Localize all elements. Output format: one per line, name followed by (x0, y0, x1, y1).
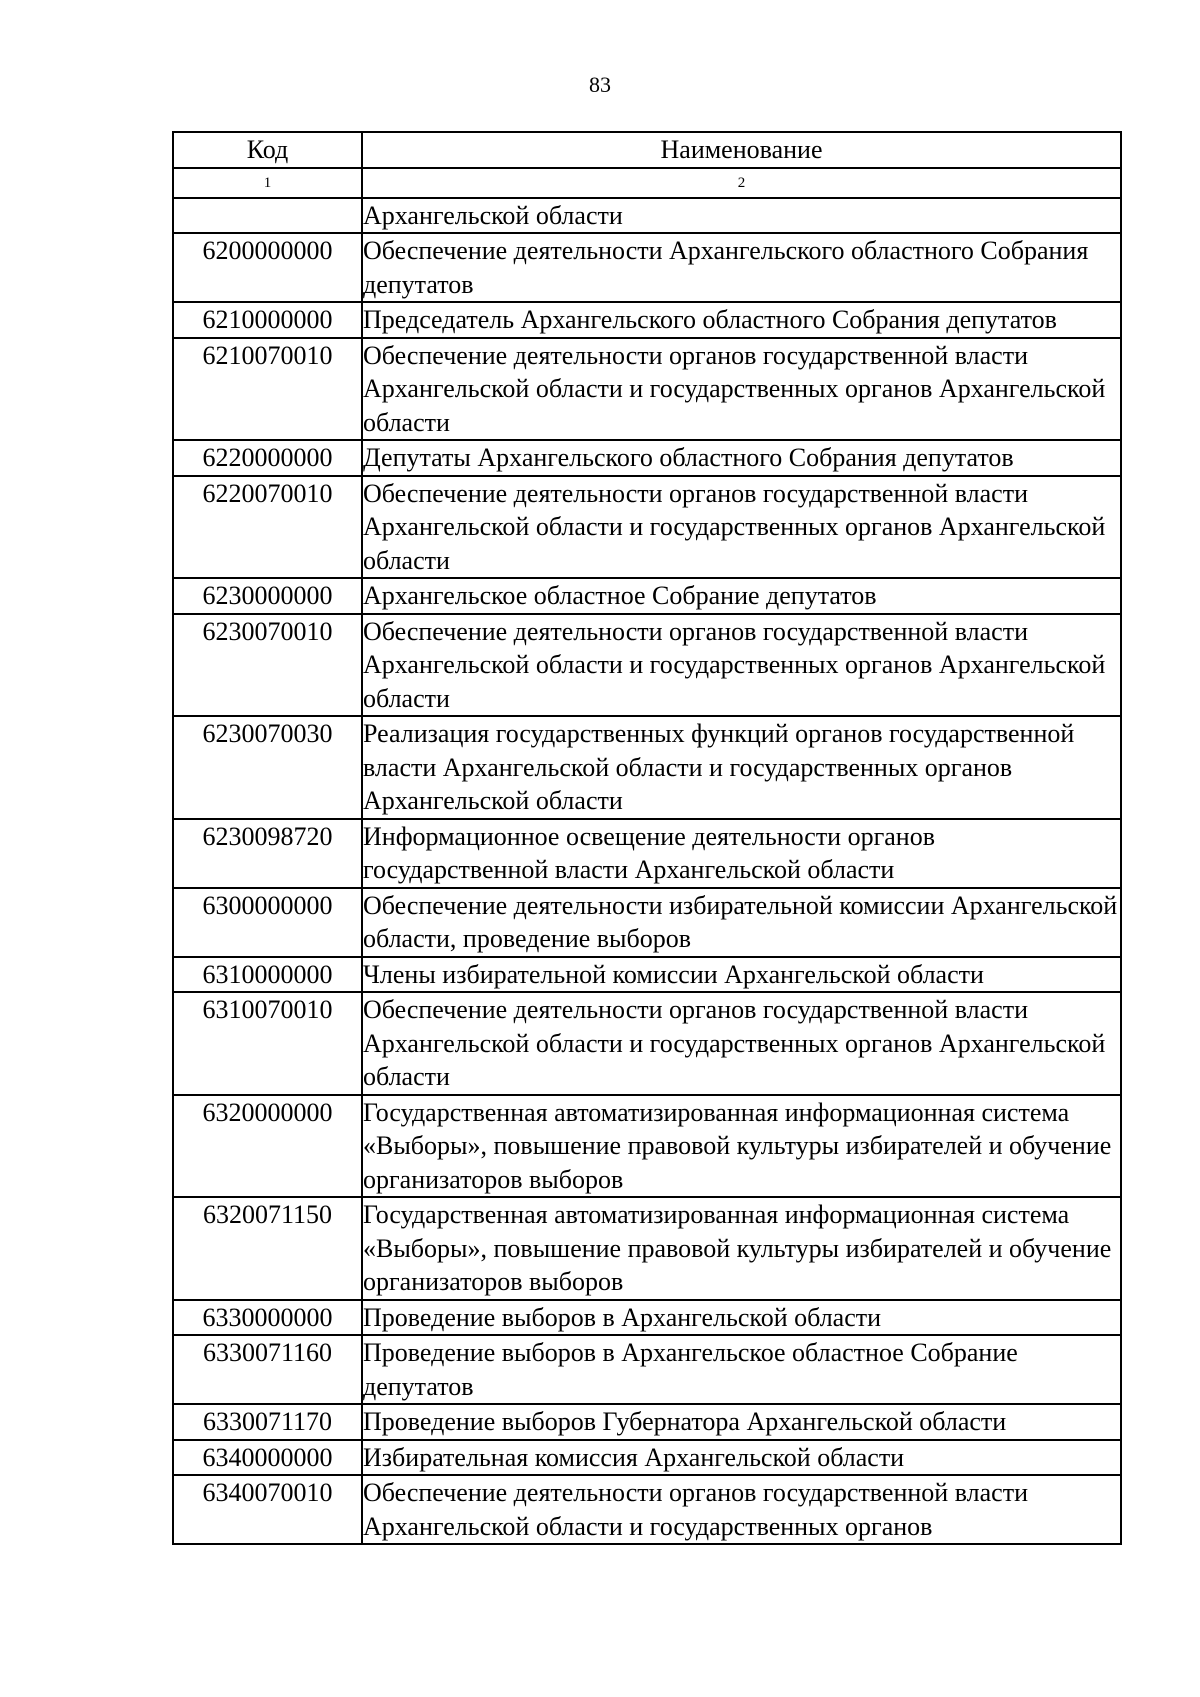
row-code: 6320000000 (173, 1095, 362, 1198)
table-row (173, 1475, 1121, 1544)
header-code: Код (173, 132, 362, 168)
row-code: 6340000000 (173, 1440, 362, 1476)
row-name: Избирательная комиссия Архангельской области (362, 1440, 1121, 1476)
row-code: 6220070010 (173, 476, 362, 579)
header-row (173, 132, 1121, 168)
table-row (173, 1335, 1121, 1404)
column-number-name: 2 (362, 168, 1121, 198)
row-name: Обеспечение деятельности органов государственной власти Архангельской области и государственных органов Архангельской области (362, 338, 1121, 441)
table-row (173, 1300, 1121, 1336)
row-name: Обеспечение деятельности Архангельского областного Собрания депутатов (362, 233, 1121, 302)
table-row (173, 198, 1121, 234)
table-row (173, 992, 1121, 1095)
table-row (173, 716, 1121, 819)
table-row (173, 578, 1121, 614)
row-name: Архангельской области (362, 198, 1121, 234)
row-code: 6200000000 (173, 233, 362, 302)
header-name: Наименование (362, 132, 1121, 168)
code-table (172, 131, 1122, 1545)
row-name: Проведение выборов Губернатора Архангельской области (362, 1404, 1121, 1440)
row-name: Информационное освещение деятельности органов государственной власти Архангельской области (362, 819, 1121, 888)
row-code: 6330071160 (173, 1335, 362, 1404)
table-row (173, 819, 1121, 888)
row-name: Реализация государственных функций органов государственной власти Архангельской области и государственных органов Архангельской области (362, 716, 1121, 819)
table-body (173, 198, 1121, 1545)
row-name: Обеспечение деятельности органов государственной власти Архангельской области и государственных органов (362, 1475, 1121, 1544)
row-name: Председатель Архангельского областного Собрания депутатов (362, 302, 1121, 338)
column-number-row (173, 168, 1121, 198)
table-row (173, 440, 1121, 476)
row-code (173, 198, 362, 234)
row-code: 6210070010 (173, 338, 362, 441)
row-code: 6210000000 (173, 302, 362, 338)
row-code: 6230070030 (173, 716, 362, 819)
column-number-code: 1 (173, 168, 362, 198)
row-name: Государственная автоматизированная информационная система «Выборы», повышение правовой культуры избирателей и обучение организаторов выборов (362, 1197, 1121, 1300)
table-row (173, 302, 1121, 338)
row-name: Государственная автоматизированная информационная система «Выборы», повышение правовой культуры избирателей и обучение организаторов выборов (362, 1095, 1121, 1198)
row-code: 6330071170 (173, 1404, 362, 1440)
row-name: Проведение выборов в Архангельской области (362, 1300, 1121, 1336)
table-row (173, 233, 1121, 302)
row-code: 6310000000 (173, 957, 362, 993)
row-code: 6300000000 (173, 888, 362, 957)
table-row (173, 614, 1121, 717)
table-row (173, 1404, 1121, 1440)
row-code: 6340070010 (173, 1475, 362, 1544)
row-name: Обеспечение деятельности органов государственной власти Архангельской области и государственных органов Архангельской области (362, 992, 1121, 1095)
table-row (173, 1095, 1121, 1198)
table-row (173, 338, 1121, 441)
table-row (173, 1197, 1121, 1300)
row-code: 6230000000 (173, 578, 362, 614)
table-row (173, 1440, 1121, 1476)
page-number: 83 (589, 72, 611, 97)
row-name: Обеспечение деятельности органов государственной власти Архангельской области и государственных органов Архангельской области (362, 476, 1121, 579)
row-code: 6330000000 (173, 1300, 362, 1336)
row-code: 6320071150 (173, 1197, 362, 1300)
row-name: Обеспечение деятельности органов государственной власти Архангельской области и государственных органов Архангельской области (362, 614, 1121, 717)
table-row (173, 957, 1121, 993)
table-row (173, 476, 1121, 579)
row-code: 6310070010 (173, 992, 362, 1095)
row-code: 6220000000 (173, 440, 362, 476)
table-row (173, 888, 1121, 957)
row-code: 6230070010 (173, 614, 362, 717)
row-code: 6230098720 (173, 819, 362, 888)
row-name: Депутаты Архангельского областного Собрания депутатов (362, 440, 1121, 476)
row-name: Проведение выборов в Архангельское областное Собрание депутатов (362, 1335, 1121, 1404)
row-name: Члены избирательной комиссии Архангельской области (362, 957, 1121, 993)
row-name: Обеспечение деятельности избирательной комиссии Архангельской области, проведение выборов (362, 888, 1121, 957)
row-name: Архангельское областное Собрание депутатов (362, 578, 1121, 614)
